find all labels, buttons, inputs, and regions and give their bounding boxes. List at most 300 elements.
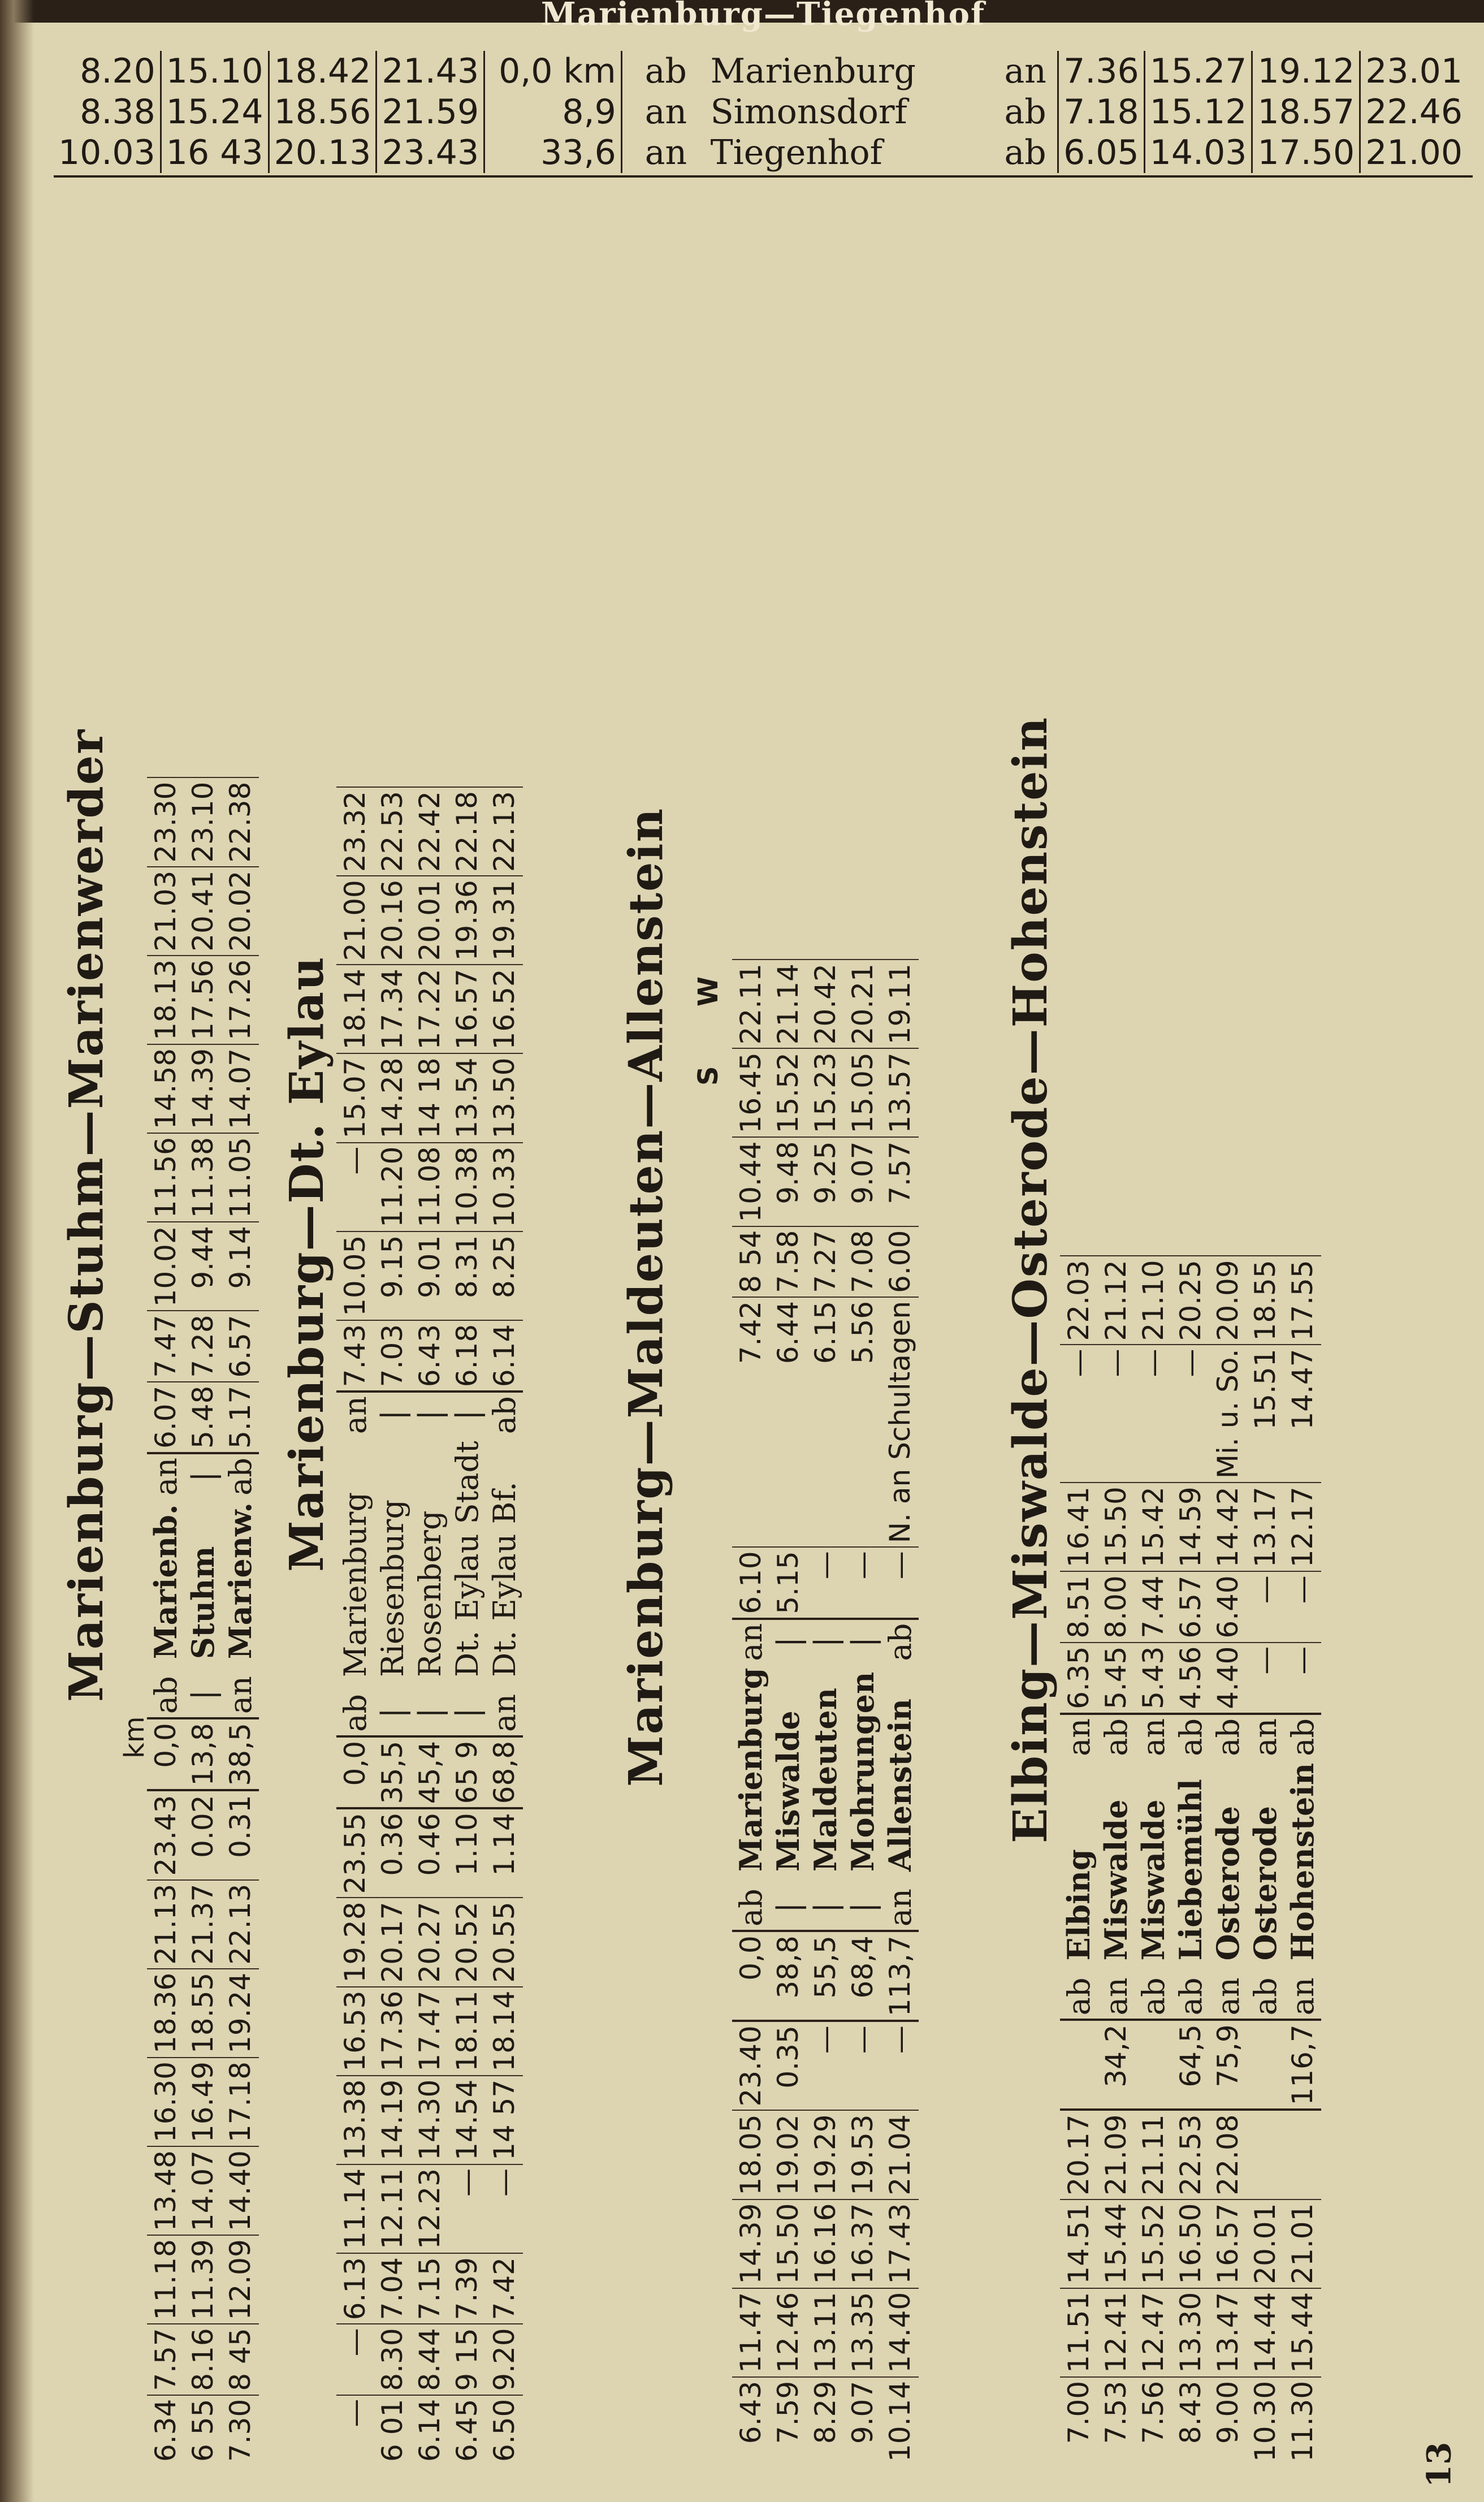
direction-cell: ab [337,1694,373,1732]
time-cell: 21.37 [184,1880,222,1969]
time-cell: 18.42 [269,51,377,92]
station-name: Osterode [1210,1805,1246,1961]
time-cell: 8.29 [807,2377,844,2465]
time-cell: 14.03 [1144,132,1252,173]
direction-cell: | [449,1708,485,1718]
time-cell: 8.16 [184,2324,222,2395]
table-allenstein [732,959,919,2465]
direction-cell: an [337,1396,373,1434]
time-cell: 21.59 [377,92,484,132]
direction-cell: an [1284,1977,1321,2016]
station-name: Mohrungen [845,1671,881,1872]
time-cell: — [448,2164,486,2253]
km-cell: 0,0 [732,1931,769,2021]
time-cell: 9.07 [844,2377,881,2465]
table-row [844,960,881,2465]
time-cell: 17.34 [374,965,411,1053]
time-cell: 16.49 [184,2058,222,2146]
time-cell: 12.11 [374,2164,411,2253]
time-cell: 14.07 [184,2146,222,2235]
km-cell [1135,2020,1172,2110]
section-title-allenstein: Marienburg—Maldeuten—Allenstein [619,807,673,1787]
time-cell: 17.26 [222,956,259,1044]
direction-cell: ab [733,1889,769,1927]
time-cell: 18.11 [448,1987,486,2076]
time-cell: 9.20 [486,2324,523,2395]
time-cell: 22.42 [411,787,448,876]
direction-cell: | [185,1471,221,1482]
time-cell: 8.31 [448,1231,486,1320]
time-cell: 7.58 [769,1226,807,1297]
time-cell: 8.30 [374,2324,411,2395]
time-cell: 5.48 [184,1382,222,1453]
time-cell: 14 57 [486,2076,523,2164]
time-cell: 6 55 [184,2395,222,2465]
time-cell: 21.10 [1135,1256,1172,1345]
time-cell: 10.14 [881,2377,919,2465]
table-row [1172,1256,1209,2465]
time-cell: 7.28 [184,1311,222,1381]
time-cell: — [844,2021,881,2110]
time-cell: 11.47 [732,2288,769,2377]
direction-cell: an [882,1889,918,1927]
direction-cell: ab [1004,92,1046,132]
direction-cell: | [770,1902,806,1913]
time-cell: — [1284,1571,1321,1642]
time-cell: 7.36 [1058,51,1145,92]
time-cell: 6.14 [486,1320,523,1392]
time-cell [1247,2110,1284,2199]
time-cell: 11.51 [1060,2288,1097,2377]
time-cell: 5.56 [844,1297,881,1547]
section-title-eylau: Marienburg—Dt. Eylau [280,956,334,1572]
table-row [1135,1256,1172,2465]
table-row [411,787,448,2465]
km-cell: 38,8 [769,1931,807,2021]
direction-cell: | [185,1689,221,1700]
direction-cell: | [845,1637,881,1648]
station-name: Elbing [1061,1849,1097,1961]
time-cell: 21.00 [336,876,374,965]
time-cell: — [881,2021,919,2110]
time-cell: 20.25 [1172,1256,1209,1345]
time-cell: 6.34 [147,2395,184,2465]
page-binding-shadow [0,0,34,2502]
time-cell: 14 18 [411,1053,448,1142]
time-cell: 0.02 [184,1791,222,1880]
time-cell: 18.05 [732,2110,769,2199]
time-cell: 7.03 [374,1320,411,1392]
col-s-label: S [693,1066,724,1086]
time-cell: — [1060,1345,1097,1483]
time-cell: 20.27 [411,1898,448,1986]
time-cell: 17.50 [1252,132,1360,173]
time-cell: 6.57 [222,1311,259,1381]
time-cell: — [807,1547,844,1618]
time-cell: 14.28 [374,1053,411,1142]
time-cell: 14.59 [1172,1483,1209,1571]
time-cell: 9.15 [374,1231,411,1320]
time-cell: Mi. u. So. [1209,1345,1247,1483]
station-name: Rosenberg [412,1510,448,1677]
time-cell: 11.08 [411,1143,448,1231]
time-cell: 22.13 [486,787,523,876]
time-cell: 15.52 [769,1048,807,1137]
station-name: Tiegenhof [710,133,882,172]
table-row [147,778,184,2466]
time-cell: 19.31 [486,876,523,965]
time-cell: 7.44 [1135,1571,1172,1642]
time-cell: 10.38 [448,1143,486,1231]
time-cell: 21.43 [377,51,484,92]
time-cell: 8.25 [486,1231,523,1320]
direction-cell: | [770,1637,806,1648]
time-cell: 6.43 [411,1320,448,1392]
direction-cell: | [449,1410,485,1420]
direction-cell: ab [1247,1977,1283,2016]
time-cell: 15.42 [1135,1483,1172,1571]
time-cell: 1.10 [448,1808,486,1898]
direction-cell: an [1247,1718,1283,1756]
time-cell: — [1247,1643,1284,1714]
time-cell: — [1247,1571,1284,1642]
direction-cell: ab [1061,1977,1097,2016]
km-cell: 8,9 [484,92,622,132]
direction-cell: ab [222,1458,258,1496]
table-osterode [1060,1255,1321,2465]
time-cell: 7.42 [732,1297,769,1547]
table-row [54,92,1467,132]
time-cell: — [807,2021,844,2110]
time-cell: 20.55 [486,1898,523,1986]
time-cell: 22.08 [1209,2110,1247,2199]
time-cell: 14.19 [374,2076,411,2164]
station-name: Dt. Eylau Stadt [449,1441,485,1677]
km-label-stuhm: km [119,1716,150,1758]
time-cell: 20.41 [184,867,222,956]
km-cell: 113,7 [881,1931,919,2021]
table-row [486,787,523,2465]
time-cell: 16.57 [448,965,486,1053]
time-cell: 14.30 [411,2076,448,2164]
rotated-timetable-body [54,204,1467,2465]
table-eylau [336,787,523,2465]
time-cell: 16.41 [1060,1483,1097,1571]
km-cell: 38,5 [222,1718,259,1790]
time-cell: 0.46 [411,1808,448,1898]
km-cell: 13,8 [184,1718,222,1790]
km-cell: 34,2 [1097,2020,1135,2110]
time-cell: 6.57 [1172,1571,1209,1642]
time-cell: 14.39 [184,1044,222,1133]
station-name: Marienw. [222,1502,258,1660]
time-cell: 15.07 [336,1053,374,1142]
time-cell: 8.44 [411,2324,448,2395]
direction-cell: ab [1135,1977,1171,2016]
time-cell: 6.10 [732,1547,769,1618]
direction-cell: ab [486,1396,522,1434]
direction-cell: | [807,1637,843,1648]
time-cell: 10.44 [732,1137,769,1226]
time-cell: 16.45 [732,1048,769,1137]
section-title-osterode: Elbing—Miswalde—Osterode—Hohenstein [1003,716,1058,1843]
time-cell: 7.08 [844,1226,881,1297]
time-cell: 17.36 [374,1987,411,2076]
station-name: Miswalde [1135,1799,1171,1961]
time-cell: 19.53 [844,2110,881,2199]
time-cell: 14.54 [448,2076,486,2164]
km-cell: 45,4 [411,1736,448,1808]
time-cell: 7.15 [411,2253,448,2324]
station-name: Marienburg [710,51,916,91]
time-cell: 21.03 [147,867,184,956]
time-cell: 7.43 [336,1320,374,1392]
time-cell: 16 43 [161,132,269,173]
time-cell: 8 54 [732,1226,769,1297]
time-cell: 16.30 [147,2058,184,2146]
time-cell: 21.13 [147,1880,184,1969]
direction-cell: ab [1284,1718,1321,1756]
time-cell: 6.43 [732,2377,769,2465]
km-cell: 35,5 [374,1736,411,1808]
time-cell: 15.52 [1135,2199,1172,2288]
time-cell: 6.35 [1060,1643,1097,1714]
time-cell: 23.55 [336,1808,374,1898]
time-cell: 4.56 [1172,1643,1209,1714]
time-cell: 6.13 [336,2253,374,2324]
time-cell: 13.57 [881,1048,919,1137]
running-title: Marienburg—Tiegenhof [540,0,986,33]
direction-cell: an [148,1458,184,1496]
time-cell: 4.40 [1209,1643,1247,1714]
time-cell: 0.36 [374,1808,411,1898]
table-row [1097,1256,1135,2465]
time-cell: 12.17 [1284,1483,1321,1571]
time-cell: 20.09 [1209,1256,1247,1345]
station-name: Hohenstein [1284,1762,1321,1961]
time-cell: 20.02 [222,867,259,956]
time-cell: 22.38 [222,778,259,867]
time-cell: 14.07 [222,1044,259,1133]
time-cell: 19.29 [807,2110,844,2199]
time-cell: — [1097,1345,1135,1483]
direction-cell: ab [1210,1718,1246,1756]
time-cell: 7.57 [147,2324,184,2395]
time-cell: 18.57 [1252,92,1360,132]
direction-cell: ab [644,51,687,91]
time-cell: 20.01 [1247,2199,1284,2288]
direction-cell: | [845,1902,881,1913]
time-cell: 9 15 [448,2324,486,2395]
time-cell: 15.24 [161,92,269,132]
time-cell: 21.14 [769,960,807,1048]
time-cell: 5.15 [769,1547,807,1618]
time-cell: 18.14 [486,1987,523,2076]
km-cell: 65 9 [448,1736,486,1808]
table-row [807,960,844,2465]
time-cell: 16.37 [844,2199,881,2288]
time-cell: — [1284,1643,1321,1714]
time-cell: — [336,1143,374,1231]
time-cell: 15.27 [1144,51,1252,92]
time-cell: 23.32 [336,787,374,876]
time-cell: 19.02 [769,2110,807,2199]
km-cell [1060,2020,1097,2110]
time-cell: 18.13 [147,956,184,1044]
time-cell: 17.43 [881,2199,919,2288]
time-cell: 7.39 [448,2253,486,2324]
time-cell: 20.13 [269,132,377,173]
time-cell: 14.47 [1284,1345,1321,1483]
direction-cell: ab [882,1623,918,1661]
time-cell: 21.00 [1360,132,1467,173]
time-cell: 9.14 [222,1222,259,1311]
time-cell: 11.18 [147,2235,184,2324]
time-cell: — [844,1547,881,1618]
time-cell: 13.47 [1209,2288,1247,2377]
col-w-label: W [693,976,724,1006]
time-cell: 18.55 [184,1969,222,2058]
table-row [222,778,259,2466]
direction-cell: an [1061,1718,1097,1756]
time-cell: 20.42 [807,960,844,1048]
km-cell: 0,0 [147,1718,184,1790]
station-name: Osterode [1247,1805,1283,1961]
time-cell: 21.11 [1135,2110,1172,2199]
time-cell: 18.55 [1247,1256,1284,1345]
time-cell: 19.24 [222,1969,259,2058]
km-cell [1247,2020,1284,2110]
time-cell: 10.05 [336,1231,374,1320]
table-row [184,778,222,2466]
time-cell: 13.11 [807,2288,844,2377]
direction-cell: | [374,1708,410,1718]
station-name: Stuhm [185,1546,221,1660]
time-cell: 15.05 [844,1048,881,1137]
table-stuhm [147,777,259,2466]
time-cell: 6.07 [147,1382,184,1453]
direction-cell: an [1004,51,1046,91]
time-cell: 6.45 [448,2395,486,2465]
time-cell: 6.00 [881,1226,919,1297]
time-cell: 13.17 [1247,1483,1284,1571]
station-name: Marienburg [733,1667,769,1872]
time-cell: 14.42 [1209,1483,1247,1571]
direction-cell: an [733,1623,769,1661]
table-row [1060,1256,1097,2465]
direction-cell: ab [148,1676,184,1714]
time-cell: 8.20 [54,51,161,92]
time-cell: 22.03 [1060,1256,1097,1345]
time-cell: 7.53 [1097,2377,1135,2465]
time-cell: 23.01 [1360,51,1467,92]
time-cell: — [336,2324,374,2395]
time-cell: 20.52 [448,1898,486,1986]
time-cell: 22.13 [222,1880,259,1969]
time-cell: 16.52 [486,965,523,1053]
direction-cell: | [374,1410,410,1420]
time-cell: 6.14 [411,2395,448,2465]
direction-cell: | [412,1708,448,1718]
table-row [769,960,807,2465]
time-cell: 11.14 [336,2164,374,2253]
tiegenhof-table [54,51,1467,173]
time-cell: 10.02 [147,1222,184,1311]
time-cell: 9.07 [844,1137,881,1226]
time-cell: 9.44 [184,1222,222,1311]
time-cell: 7.59 [769,2377,807,2465]
time-cell: 6.50 [486,2395,523,2465]
table-row [1247,1256,1284,2465]
time-cell: 0.31 [222,1791,259,1880]
time-cell: 15.44 [1284,2288,1321,2377]
time-cell: N. an Schultagen [881,1297,919,1547]
time-cell: 8.43 [1172,2377,1209,2465]
table-row [336,787,374,2465]
time-cell: 13.48 [147,2146,184,2235]
time-cell: 19.12 [1252,51,1360,92]
station-name: Riesenburg [374,1499,410,1677]
time-cell: 13.38 [336,2076,374,2164]
time-cell: 11.39 [184,2235,222,2324]
time-cell: 0.35 [769,2021,807,2110]
time-cell: — [336,2395,374,2465]
direction-cell: an [1135,1718,1171,1756]
time-cell: 7.18 [1058,92,1145,132]
time-cell: 11.56 [147,1133,184,1222]
time-cell: 17.56 [184,956,222,1044]
time-cell: 9.00 [1209,2377,1247,2465]
time-cell: — [1172,1345,1209,1483]
time-cell: 15.44 [1097,2199,1135,2288]
station-name: Miswalde [770,1710,806,1872]
time-cell: 13.35 [844,2288,881,2377]
time-cell: 12.09 [222,2235,259,2324]
time-cell: 8.51 [1060,1571,1097,1642]
time-cell: 8.38 [54,92,161,132]
time-cell: 14.40 [881,2288,919,2377]
time-cell: 22.53 [1172,2110,1209,2199]
time-cell: 21.12 [1097,1256,1135,1345]
time-cell: 16.16 [807,2199,844,2288]
station-name: Marienb. [148,1504,184,1660]
table-row [54,132,1467,173]
time-cell: 15.23 [807,1048,844,1137]
time-cell: 16.53 [336,1987,374,2076]
direction-cell: an [1098,1977,1134,2016]
time-cell: 7.27 [807,1226,844,1297]
time-cell: 7.42 [486,2253,523,2324]
time-cell: 9.25 [807,1137,844,1226]
time-cell: 15.10 [161,51,269,92]
page-number: 13 [1420,2441,1459,2488]
time-cell: 20.17 [374,1898,411,1986]
time-cell: 16.57 [1209,2199,1247,2288]
time-cell: 20.21 [844,960,881,1048]
time-cell: 7.04 [374,2253,411,2324]
station-name: Miswalde [1098,1799,1134,1961]
time-cell: 12.41 [1097,2288,1135,2377]
time-cell: 20.17 [1060,2110,1097,2199]
time-cell: 12.47 [1135,2288,1172,2377]
direction-cell: an [486,1694,522,1732]
direction-cell: an [644,92,687,132]
time-cell: 9.01 [411,1231,448,1320]
time-cell: 11.30 [1284,2377,1321,2465]
time-cell: 6 01 [374,2395,411,2465]
km-cell: 33,6 [484,132,622,173]
time-cell: 16.50 [1172,2199,1209,2288]
